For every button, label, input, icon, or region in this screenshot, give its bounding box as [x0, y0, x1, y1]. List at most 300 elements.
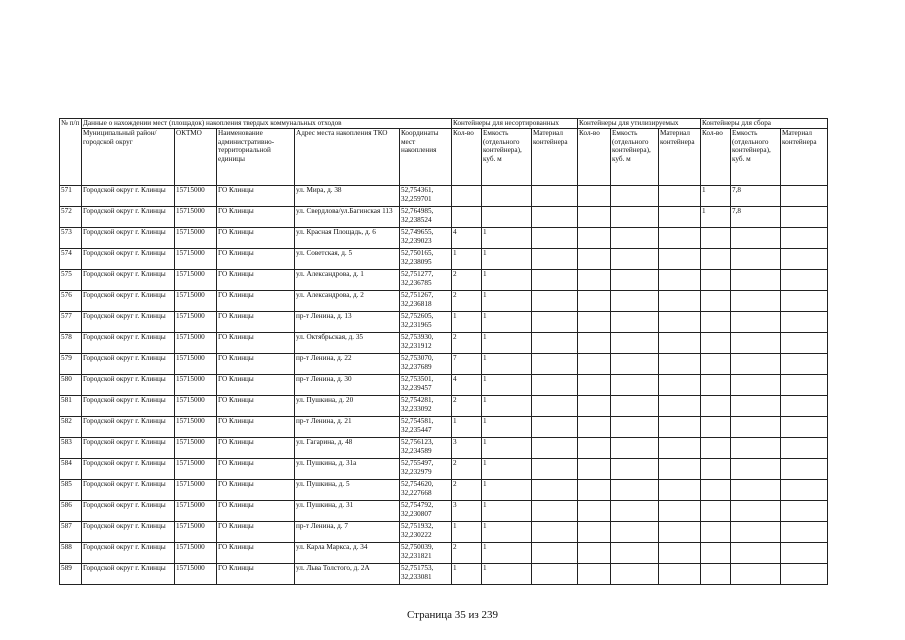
- material-collect-cell: [781, 522, 828, 543]
- row-number: 587: [60, 522, 82, 543]
- capacity-recycle-cell: [611, 291, 659, 312]
- count-unsorted-cell: 3: [452, 438, 482, 459]
- table-row: [60, 312, 828, 333]
- coords-cell: 52,754281, 32,233092: [400, 396, 452, 417]
- count-recycle-cell: [578, 207, 611, 228]
- table-row: [60, 207, 828, 228]
- admin-unit-cell: ГО Клинцы: [217, 270, 295, 291]
- count-unsorted-cell: 1: [452, 249, 482, 270]
- count-recycle-cell: [578, 228, 611, 249]
- table-row: [60, 186, 828, 207]
- capacity-collect-cell: 7,8: [731, 207, 781, 228]
- header-municipal: Муниципальный район/городской округ: [82, 129, 175, 186]
- material-recycle-cell: [659, 564, 701, 585]
- capacity-collect-cell: [731, 459, 781, 480]
- admin-unit-cell: ГО Клинцы: [217, 543, 295, 564]
- capacity-collect-cell: [731, 333, 781, 354]
- header-material-unsorted: Материал контейнера: [532, 129, 578, 186]
- material-recycle-cell: [659, 354, 701, 375]
- admin-unit-cell: ГО Клинцы: [217, 312, 295, 333]
- count-collect-cell: [701, 375, 731, 396]
- address-cell: ул. Пушкина, д. 5: [295, 480, 400, 501]
- oktmo-cell: 15715000: [175, 417, 217, 438]
- table-row: [60, 417, 828, 438]
- coords-cell: 52,753070, 32,237689: [400, 354, 452, 375]
- table-row: [60, 270, 828, 291]
- header-group-collect: Контейнеры для сбора: [701, 119, 828, 129]
- oktmo-cell: 15715000: [175, 543, 217, 564]
- capacity-recycle-cell: [611, 270, 659, 291]
- header-admin-unit: Наименование административно-территориальной единицы: [217, 129, 295, 186]
- material-recycle-cell: [659, 186, 701, 207]
- address-cell: ул. Льва Толстого, д. 2А: [295, 564, 400, 585]
- capacity-recycle-cell: [611, 207, 659, 228]
- address-cell: ул. Мира, д. 38: [295, 186, 400, 207]
- address-cell: пр-т Ленина, д. 13: [295, 312, 400, 333]
- count-collect-cell: [701, 522, 731, 543]
- material-unsorted-cell: [532, 228, 578, 249]
- header-no: № п/п: [60, 119, 82, 186]
- material-collect-cell: [781, 207, 828, 228]
- material-collect-cell: [781, 249, 828, 270]
- address-cell: ул. Александрова, д. 1: [295, 270, 400, 291]
- capacity-recycle-cell: [611, 438, 659, 459]
- table-row: [60, 249, 828, 270]
- address-cell: ул. Пушкина, д. 31: [295, 501, 400, 522]
- material-collect-cell: [781, 459, 828, 480]
- count-recycle-cell: [578, 270, 611, 291]
- capacity-recycle-cell: [611, 459, 659, 480]
- coords-cell: 52,751277, 32,236785: [400, 270, 452, 291]
- material-collect-cell: [781, 543, 828, 564]
- material-collect-cell: [781, 270, 828, 291]
- capacity-recycle-cell: [611, 396, 659, 417]
- count-collect-cell: [701, 501, 731, 522]
- capacity-recycle-cell: [611, 354, 659, 375]
- oktmo-cell: 15715000: [175, 312, 217, 333]
- header-group-unsorted: Контейнеры для несортированных: [452, 119, 578, 129]
- material-unsorted-cell: [532, 396, 578, 417]
- capacity-unsorted-cell: 1: [482, 375, 532, 396]
- capacity-unsorted-cell: 1: [482, 417, 532, 438]
- coords-cell: 52,751267, 32,236818: [400, 291, 452, 312]
- capacity-recycle-cell: [611, 228, 659, 249]
- material-collect-cell: [781, 228, 828, 249]
- material-recycle-cell: [659, 333, 701, 354]
- oktmo-cell: 15715000: [175, 522, 217, 543]
- admin-unit-cell: ГО Клинцы: [217, 438, 295, 459]
- material-recycle-cell: [659, 480, 701, 501]
- municipal-cell: Городской округ г. Клинцы: [82, 501, 175, 522]
- coords-cell: 52,756123, 32,234589: [400, 438, 452, 459]
- admin-unit-cell: ГО Клинцы: [217, 417, 295, 438]
- admin-unit-cell: ГО Клинцы: [217, 228, 295, 249]
- material-collect-cell: [781, 564, 828, 585]
- row-number: 580: [60, 375, 82, 396]
- coords-cell: 52,751753, 32,233081: [400, 564, 452, 585]
- row-number: 576: [60, 291, 82, 312]
- capacity-unsorted-cell: 1: [482, 291, 532, 312]
- header-capacity-recycle: Емкость (отдельного контейнера), куб. м: [611, 129, 659, 186]
- capacity-collect-cell: 7,8: [731, 186, 781, 207]
- count-unsorted-cell: 2: [452, 459, 482, 480]
- admin-unit-cell: ГО Клинцы: [217, 207, 295, 228]
- count-collect-cell: [701, 270, 731, 291]
- material-unsorted-cell: [532, 417, 578, 438]
- address-cell: ул. Красная Площадь, д. 6: [295, 228, 400, 249]
- coords-cell: 52,750039, 32,231821: [400, 543, 452, 564]
- row-number: 584: [60, 459, 82, 480]
- material-recycle-cell: [659, 291, 701, 312]
- admin-unit-cell: ГО Клинцы: [217, 480, 295, 501]
- capacity-unsorted-cell: 1: [482, 312, 532, 333]
- count-recycle-cell: [578, 480, 611, 501]
- oktmo-cell: 15715000: [175, 270, 217, 291]
- material-recycle-cell: [659, 249, 701, 270]
- address-cell: ул. Александрова, д. 2: [295, 291, 400, 312]
- oktmo-cell: 15715000: [175, 438, 217, 459]
- material-unsorted-cell: [532, 375, 578, 396]
- capacity-collect-cell: [731, 396, 781, 417]
- count-collect-cell: [701, 417, 731, 438]
- count-collect-cell: [701, 459, 731, 480]
- municipal-cell: Городской округ г. Клинцы: [82, 333, 175, 354]
- count-recycle-cell: [578, 291, 611, 312]
- address-cell: пр-т Ленина, д. 30: [295, 375, 400, 396]
- material-unsorted-cell: [532, 291, 578, 312]
- header-group-recycle: Контейнеры для утилизируемых: [578, 119, 701, 129]
- municipal-cell: Городской округ г. Клинцы: [82, 522, 175, 543]
- count-collect-cell: [701, 543, 731, 564]
- material-collect-cell: [781, 186, 828, 207]
- count-collect-cell: [701, 354, 731, 375]
- admin-unit-cell: ГО Клинцы: [217, 333, 295, 354]
- table-row: [60, 291, 828, 312]
- count-unsorted-cell: 1: [452, 522, 482, 543]
- header-coords: Координаты мест накопления: [400, 129, 452, 186]
- capacity-collect-cell: [731, 480, 781, 501]
- admin-unit-cell: ГО Клинцы: [217, 375, 295, 396]
- oktmo-cell: 15715000: [175, 228, 217, 249]
- municipal-cell: Городской округ г. Клинцы: [82, 249, 175, 270]
- admin-unit-cell: ГО Клинцы: [217, 396, 295, 417]
- oktmo-cell: 15715000: [175, 186, 217, 207]
- material-unsorted-cell: [532, 522, 578, 543]
- capacity-unsorted-cell: 1: [482, 480, 532, 501]
- oktmo-cell: 15715000: [175, 501, 217, 522]
- oktmo-cell: 15715000: [175, 480, 217, 501]
- admin-unit-cell: ГО Клинцы: [217, 291, 295, 312]
- count-recycle-cell: [578, 438, 611, 459]
- table-row: [60, 438, 828, 459]
- count-unsorted-cell: 4: [452, 228, 482, 249]
- municipal-cell: Городской округ г. Клинцы: [82, 312, 175, 333]
- capacity-unsorted-cell: 1: [482, 522, 532, 543]
- address-cell: ул. Октябрьская, д. 35: [295, 333, 400, 354]
- capacity-unsorted-cell: [482, 186, 532, 207]
- count-collect-cell: [701, 480, 731, 501]
- coords-cell: 52,754581, 32,235447: [400, 417, 452, 438]
- count-recycle-cell: [578, 333, 611, 354]
- count-recycle-cell: [578, 396, 611, 417]
- header-location-group: Данные о нахождении мест (площадок) накопления твердых коммунальных отходов: [82, 119, 452, 129]
- material-collect-cell: [781, 417, 828, 438]
- material-unsorted-cell: [532, 207, 578, 228]
- oktmo-cell: 15715000: [175, 459, 217, 480]
- table-row: [60, 333, 828, 354]
- material-unsorted-cell: [532, 249, 578, 270]
- row-number: 575: [60, 270, 82, 291]
- oktmo-cell: 15715000: [175, 375, 217, 396]
- capacity-unsorted-cell: 1: [482, 333, 532, 354]
- material-unsorted-cell: [532, 270, 578, 291]
- material-unsorted-cell: [532, 543, 578, 564]
- row-number: 574: [60, 249, 82, 270]
- municipal-cell: Городской округ г. Клинцы: [82, 564, 175, 585]
- capacity-unsorted-cell: 1: [482, 501, 532, 522]
- coords-cell: 52,750165, 32,238095: [400, 249, 452, 270]
- header-oktmo: ОКТМО: [175, 129, 217, 186]
- capacity-unsorted-cell: 1: [482, 270, 532, 291]
- capacity-collect-cell: [731, 228, 781, 249]
- table-row: [60, 501, 828, 522]
- address-cell: пр-т Ленина, д. 21: [295, 417, 400, 438]
- count-unsorted-cell: 2: [452, 480, 482, 501]
- header-capacity-collect: Емкость (отдельного контейнера), куб. м: [731, 129, 781, 186]
- capacity-unsorted-cell: [482, 207, 532, 228]
- address-cell: ул. Пушкина, д. 31а: [295, 459, 400, 480]
- capacity-recycle-cell: [611, 375, 659, 396]
- capacity-recycle-cell: [611, 333, 659, 354]
- count-unsorted-cell: 2: [452, 396, 482, 417]
- count-recycle-cell: [578, 375, 611, 396]
- row-number: 573: [60, 228, 82, 249]
- capacity-recycle-cell: [611, 186, 659, 207]
- count-recycle-cell: [578, 459, 611, 480]
- material-unsorted-cell: [532, 333, 578, 354]
- capacity-recycle-cell: [611, 417, 659, 438]
- capacity-unsorted-cell: 1: [482, 459, 532, 480]
- count-collect-cell: [701, 333, 731, 354]
- capacity-collect-cell: [731, 564, 781, 585]
- material-collect-cell: [781, 480, 828, 501]
- count-unsorted-cell: 1: [452, 564, 482, 585]
- admin-unit-cell: ГО Клинцы: [217, 354, 295, 375]
- row-number: 579: [60, 354, 82, 375]
- municipal-cell: Городской округ г. Клинцы: [82, 291, 175, 312]
- table-row: [60, 459, 828, 480]
- count-unsorted-cell: 1: [452, 312, 482, 333]
- admin-unit-cell: ГО Клинцы: [217, 186, 295, 207]
- header-material-collect: Материал контейнера: [781, 129, 828, 186]
- table-body: [60, 186, 828, 585]
- capacity-collect-cell: [731, 249, 781, 270]
- count-collect-cell: [701, 312, 731, 333]
- address-cell: ул. Советская, д. 5: [295, 249, 400, 270]
- count-unsorted-cell: 4: [452, 375, 482, 396]
- material-unsorted-cell: [532, 501, 578, 522]
- coords-cell: 52,754792, 32,230807: [400, 501, 452, 522]
- row-number: 581: [60, 396, 82, 417]
- material-collect-cell: [781, 312, 828, 333]
- capacity-recycle-cell: [611, 249, 659, 270]
- capacity-collect-cell: [731, 438, 781, 459]
- oktmo-cell: 15715000: [175, 354, 217, 375]
- admin-unit-cell: ГО Клинцы: [217, 501, 295, 522]
- header-count-unsorted: Кол-во: [452, 129, 482, 186]
- capacity-collect-cell: [731, 291, 781, 312]
- admin-unit-cell: ГО Клинцы: [217, 459, 295, 480]
- coords-cell: 52,752605, 32,231965: [400, 312, 452, 333]
- material-recycle-cell: [659, 543, 701, 564]
- header-capacity-unsorted: Емкость (отдельного контейнера), куб. м: [482, 129, 532, 186]
- coords-cell: 52,753501, 32,239457: [400, 375, 452, 396]
- material-collect-cell: [781, 501, 828, 522]
- table-row: [60, 396, 828, 417]
- count-unsorted-cell: [452, 207, 482, 228]
- municipal-cell: Городской округ г. Клинцы: [82, 543, 175, 564]
- count-unsorted-cell: 2: [452, 270, 482, 291]
- oktmo-cell: 15715000: [175, 291, 217, 312]
- municipal-cell: Городской округ г. Клинцы: [82, 480, 175, 501]
- count-collect-cell: [701, 291, 731, 312]
- material-recycle-cell: [659, 207, 701, 228]
- row-number: 589: [60, 564, 82, 585]
- oktmo-cell: 15715000: [175, 333, 217, 354]
- count-recycle-cell: [578, 543, 611, 564]
- material-collect-cell: [781, 375, 828, 396]
- oktmo-cell: 15715000: [175, 564, 217, 585]
- capacity-collect-cell: [731, 501, 781, 522]
- oktmo-cell: 15715000: [175, 396, 217, 417]
- count-collect-cell: [701, 564, 731, 585]
- row-number: 586: [60, 501, 82, 522]
- municipal-cell: Городской округ г. Клинцы: [82, 375, 175, 396]
- count-unsorted-cell: 2: [452, 291, 482, 312]
- count-unsorted-cell: 3: [452, 501, 482, 522]
- municipal-cell: Городской округ г. Клинцы: [82, 417, 175, 438]
- capacity-unsorted-cell: 1: [482, 249, 532, 270]
- count-recycle-cell: [578, 564, 611, 585]
- municipal-cell: Городской округ г. Клинцы: [82, 207, 175, 228]
- count-collect-cell: [701, 249, 731, 270]
- material-unsorted-cell: [532, 564, 578, 585]
- address-cell: пр-т Ленина, д. 7: [295, 522, 400, 543]
- capacity-unsorted-cell: 1: [482, 228, 532, 249]
- count-recycle-cell: [578, 186, 611, 207]
- admin-unit-cell: ГО Клинцы: [217, 564, 295, 585]
- count-collect-cell: [701, 438, 731, 459]
- material-unsorted-cell: [532, 438, 578, 459]
- material-recycle-cell: [659, 417, 701, 438]
- capacity-collect-cell: [731, 270, 781, 291]
- capacity-collect-cell: [731, 354, 781, 375]
- address-cell: пр-т Ленина, д. 22: [295, 354, 400, 375]
- count-unsorted-cell: 2: [452, 543, 482, 564]
- capacity-collect-cell: [731, 417, 781, 438]
- capacity-recycle-cell: [611, 564, 659, 585]
- count-recycle-cell: [578, 501, 611, 522]
- waste-sites-table: [59, 118, 828, 585]
- count-unsorted-cell: [452, 186, 482, 207]
- oktmo-cell: 15715000: [175, 207, 217, 228]
- row-number: 571: [60, 186, 82, 207]
- count-collect-cell: [701, 228, 731, 249]
- material-unsorted-cell: [532, 312, 578, 333]
- material-recycle-cell: [659, 501, 701, 522]
- material-recycle-cell: [659, 312, 701, 333]
- capacity-collect-cell: [731, 375, 781, 396]
- table-row: [60, 228, 828, 249]
- count-recycle-cell: [578, 417, 611, 438]
- capacity-collect-cell: [731, 522, 781, 543]
- count-unsorted-cell: 1: [452, 417, 482, 438]
- coords-cell: 52,749655, 32,239023: [400, 228, 452, 249]
- header-material-recycle: Материал контейнера: [659, 129, 701, 186]
- row-number: 583: [60, 438, 82, 459]
- capacity-unsorted-cell: 1: [482, 354, 532, 375]
- count-recycle-cell: [578, 249, 611, 270]
- capacity-unsorted-cell: 1: [482, 543, 532, 564]
- address-cell: ул. Карла Маркса, д. 34: [295, 543, 400, 564]
- count-unsorted-cell: 7: [452, 354, 482, 375]
- address-cell: ул. Свердлова/ул.Багинская 113: [295, 207, 400, 228]
- address-cell: ул. Пушкина, д. 20: [295, 396, 400, 417]
- table-row: [60, 543, 828, 564]
- material-recycle-cell: [659, 438, 701, 459]
- capacity-recycle-cell: [611, 522, 659, 543]
- header-count-recycle: Кол-во: [578, 129, 611, 186]
- capacity-unsorted-cell: 1: [482, 438, 532, 459]
- coords-cell: 52,753930, 32,231912: [400, 333, 452, 354]
- count-unsorted-cell: 2: [452, 333, 482, 354]
- material-collect-cell: [781, 333, 828, 354]
- material-recycle-cell: [659, 375, 701, 396]
- material-unsorted-cell: [532, 186, 578, 207]
- capacity-recycle-cell: [611, 501, 659, 522]
- table-row: [60, 522, 828, 543]
- material-recycle-cell: [659, 270, 701, 291]
- municipal-cell: Городской округ г. Клинцы: [82, 228, 175, 249]
- admin-unit-cell: ГО Клинцы: [217, 249, 295, 270]
- material-recycle-cell: [659, 459, 701, 480]
- municipal-cell: Городской округ г. Клинцы: [82, 459, 175, 480]
- material-unsorted-cell: [532, 480, 578, 501]
- material-collect-cell: [781, 291, 828, 312]
- table-row: [60, 354, 828, 375]
- count-collect-cell: [701, 396, 731, 417]
- material-collect-cell: [781, 354, 828, 375]
- municipal-cell: Городской округ г. Клинцы: [82, 354, 175, 375]
- table-row: [60, 564, 828, 585]
- admin-unit-cell: ГО Клинцы: [217, 522, 295, 543]
- table-row: [60, 480, 828, 501]
- page-number: Страница 35 из 239: [406, 609, 499, 621]
- header-address: Адрес места накопления ТКО: [295, 129, 400, 186]
- row-number: 577: [60, 312, 82, 333]
- capacity-collect-cell: [731, 312, 781, 333]
- municipal-cell: Городской округ г. Клинцы: [82, 396, 175, 417]
- municipal-cell: Городской округ г. Клинцы: [82, 186, 175, 207]
- row-number: 585: [60, 480, 82, 501]
- capacity-unsorted-cell: 1: [482, 396, 532, 417]
- municipal-cell: Городской округ г. Клинцы: [82, 438, 175, 459]
- coords-cell: 52,751932, 32,230222: [400, 522, 452, 543]
- capacity-recycle-cell: [611, 312, 659, 333]
- count-recycle-cell: [578, 522, 611, 543]
- row-number: 588: [60, 543, 82, 564]
- material-unsorted-cell: [532, 354, 578, 375]
